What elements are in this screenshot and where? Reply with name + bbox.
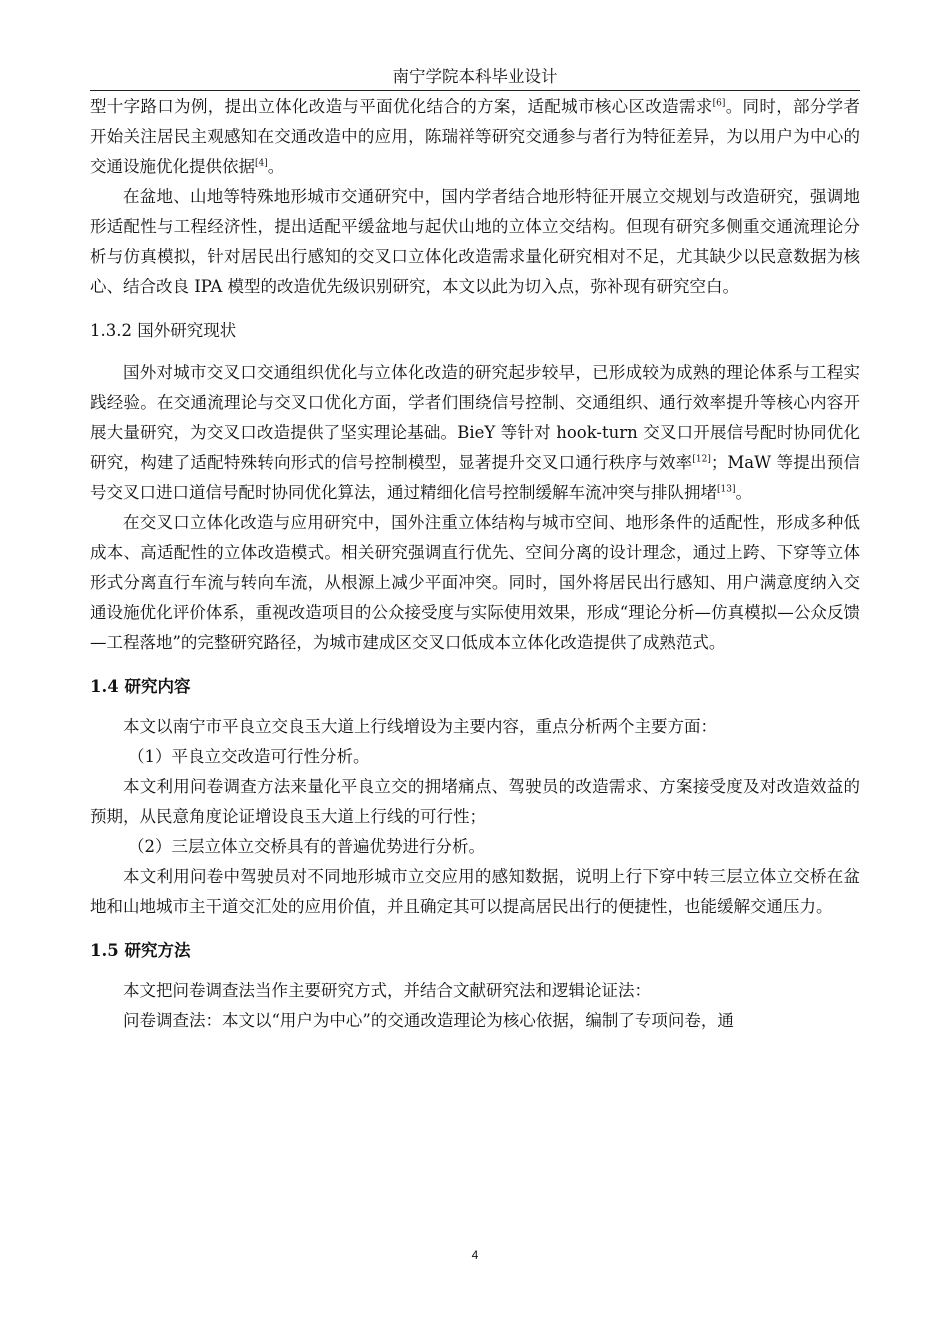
text-segment: 国外对城市交叉口交通组织优化与立体化改造的研究起步较早，已形成较为成熟的理论体系与工程实践经验。在交通流理论与交叉口优化方面，学者们围绕信号控制、交通组织、通行效率提升等核心内容开展大量研究，为交叉口改造提供了坚实理论基础。BieY 等针对 hook-turn 交叉口开展信号配时协同优化研究，构建了适配特殊转向形式的信号控制模型，显著提升交叉口通行秩序与效率 <box>90 363 860 472</box>
document-body <box>90 92 860 1036</box>
list-item-2: （2）三层立体立交桥具有的普遍优势进行分析。 <box>128 837 485 856</box>
list-item-1: （1）平良立交改造可行性分析。 <box>128 747 370 766</box>
paragraph-foreign-grade-separation: 在交叉口立体化改造与应用研究中，国外注重立体结构与城市空间、地形条件的适配性，形成多种低成本、高适配性的立体改造模式。相关研究强调直行优先、空间分离的设计理念，通过上跨、下穿等立体形式分离直行车流与转向车流，从根源上减少平面冲突。同时，国外将居民出行感知、用户满意度纳入交通设施优化评价体系，重视改造项目的公众接受度与实际使用效果，形成“理论分析—仿真模拟—公众反馈—工程落地”的完整研究路径，为城市建成区交叉口低成本立体化改造提供了成熟范式。 <box>90 513 860 652</box>
page-number: 4 <box>471 1248 479 1262</box>
header-divider <box>90 90 860 91</box>
paragraph-foreign-research <box>90 358 860 508</box>
paragraph-item-1-detail: 本文利用问卷调查方法来量化平良立交的拥堵痛点、驾驶员的改造需求、方案接受度及对改造效益的预期，从民意角度论证增设良玉大道上行线的可行性； <box>90 777 860 826</box>
section-heading-1-4: 1.4 研究内容 <box>90 677 191 696</box>
citation-ref: [4] <box>255 158 268 169</box>
text-segment: 型十字路口为例，提出立体化改造与平面优化结合的方案，适配城市核心区改造需求 <box>90 97 713 116</box>
paragraph-questionnaire-method: 问卷调查法：本文以“用户为中心”的交通改造理论为核心依据，编制了专项问卷，通 <box>123 1011 734 1030</box>
text-segment: 。同时，部分学者开始关注居民主观感知在交通改造中的应用，陈瑞祥等研究交通参与者行为特征差异，为以用户为中心的交通设施优化提供依据 <box>90 97 861 176</box>
citation-ref: [6] <box>712 98 726 109</box>
text-segment: 。 <box>267 157 285 176</box>
text-segment: ；MaW 等提出预信号交叉口进口道信号配时协同优化算法，通过精细化信号控制缓解车流冲突与排队拥堵 <box>90 453 861 502</box>
paragraph-research-content-intro: 本文以南宁市平良立交良玉大道上行线增设为主要内容，重点分析两个主要方面： <box>123 717 717 736</box>
text-segment: 。 <box>735 483 752 502</box>
paragraph-domestic-research-end <box>90 92 860 182</box>
section-heading-1-5: 1.5 研究方法 <box>90 941 191 960</box>
paragraph-methods-intro: 本文把问卷调查法当作主要研究方式，并结合文献研究法和逻辑论证法： <box>123 981 651 1000</box>
citation-ref: [12] <box>692 454 711 465</box>
paragraph-item-2-detail: 本文利用问卷中驾驶员对不同地形城市立交应用的感知数据，说明上行下穿中转三层立体立交桥在盆地和山地城市主干道交汇处的应用价值，并且确定其可以提高居民出行的便捷性，也能缓解交通压力。 <box>90 867 860 916</box>
subsection-heading-1-3-2: 1.3.2 国外研究现状 <box>90 321 237 340</box>
page-header-title: 南宁学院本科毕业设计 <box>392 67 558 86</box>
citation-ref: [13] <box>717 484 736 495</box>
paragraph-terrain-research: 在盆地、山地等特殊地形城市交通研究中，国内学者结合地形特征开展立交规划与改造研究，强调地形适配性与工程经济性，提出适配平缓盆地与起伏山地的立体立交结构。但现有研究多侧重交通流理论分析与仿真模拟，针对居民出行感知的交叉口立体化改造需求量化研究相对不足，尤其缺少以民意数据为核心、结合改良 IPA 模型的改造优先级识别研究，本文以此为切入点，弥补现有研究空白。 <box>90 187 860 296</box>
